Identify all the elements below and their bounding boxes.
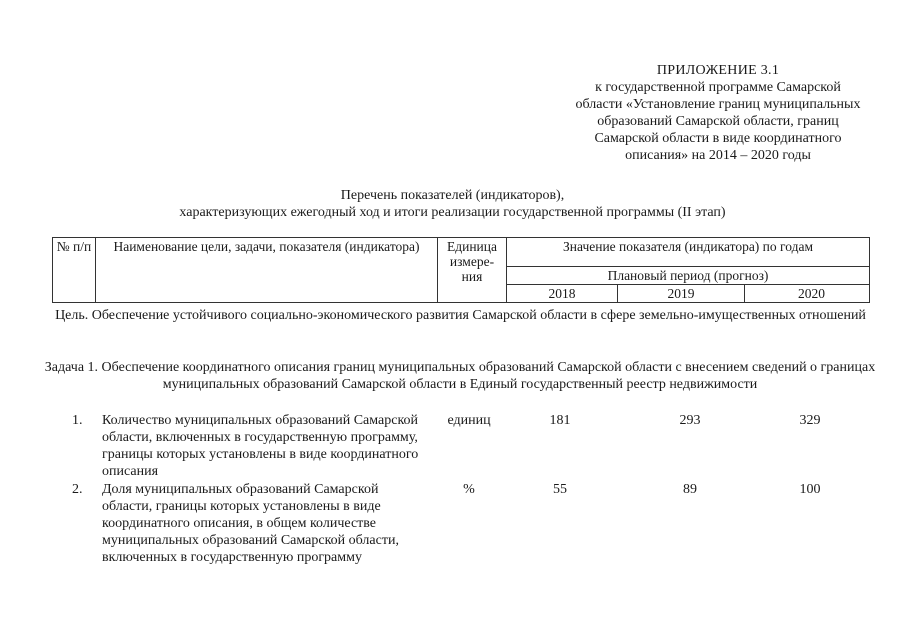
task-text: Задача 1. Обеспечение координатного описания границ муниципальных образований Самарской области с внесением сведений о границах муниципальных образований Самарской области в Единый государственный реестр недвижимости bbox=[44, 360, 876, 392]
header-planning: Плановый период (прогноз) bbox=[507, 267, 870, 285]
indicator-value-2018: 181 bbox=[549, 413, 571, 428]
header-year: 2018 bbox=[507, 285, 618, 303]
header-year: 2019 bbox=[618, 285, 745, 303]
document-title bbox=[0, 187, 905, 221]
appendix-line: к государственной программе Самарской bbox=[595, 80, 841, 95]
indicator-table-header bbox=[52, 237, 870, 303]
indicator-num: 2. bbox=[72, 482, 83, 497]
indicator-value-2019: 293 bbox=[679, 413, 701, 428]
indicator-unit: % bbox=[463, 482, 475, 497]
indicator-value-2020: 329 bbox=[799, 413, 821, 428]
appendix-block bbox=[528, 62, 905, 164]
indicator-name: Доля муниципальных образований Самарской области, границы которых установлены в виде координатного описания, в общем количестве муниципальных образований Самарской области, включенных в государственную программу bbox=[102, 482, 399, 565]
header-unit: Единица измере-ния bbox=[438, 238, 507, 303]
indicator-num: 1. bbox=[72, 413, 83, 428]
header-num: № п/п bbox=[53, 238, 96, 303]
appendix-line: описания» на 2014 – 2020 годы bbox=[625, 148, 811, 163]
appendix-line: образований Самарской области, границ bbox=[597, 114, 839, 129]
appendix-line: области «Установление границ муниципальных bbox=[575, 97, 861, 112]
goal-text: Цель. Обеспечение устойчивого социально-экономического развития Самарской области в сфере земельно-имущественных отношений bbox=[55, 308, 866, 323]
appendix-line: Самарской области в виде координатного bbox=[594, 131, 842, 146]
title-line-1: Перечень показателей (индикаторов), bbox=[340, 188, 565, 203]
header-values: Значение показателя (индикатора) по годам bbox=[507, 238, 870, 267]
header-year: 2020 bbox=[745, 285, 870, 303]
title-line-2: характеризующих ежегодный ход и итоги реализации государственной программы (II этап) bbox=[179, 205, 726, 220]
appendix-heading: ПРИЛОЖЕНИЕ 3.1 bbox=[656, 63, 780, 78]
header-name: Наименование цели, задачи, показателя (индикатора) bbox=[96, 238, 438, 303]
indicator-value-2020: 100 bbox=[799, 482, 821, 497]
indicator-value-2019: 89 bbox=[683, 482, 697, 497]
indicator-unit: единиц bbox=[447, 413, 491, 428]
indicator-name: Количество муниципальных образований Самарской области, включенных в государственную программу, границы которых установлены в виде координатного описания bbox=[102, 413, 419, 479]
indicator-value-2018: 55 bbox=[553, 482, 567, 497]
